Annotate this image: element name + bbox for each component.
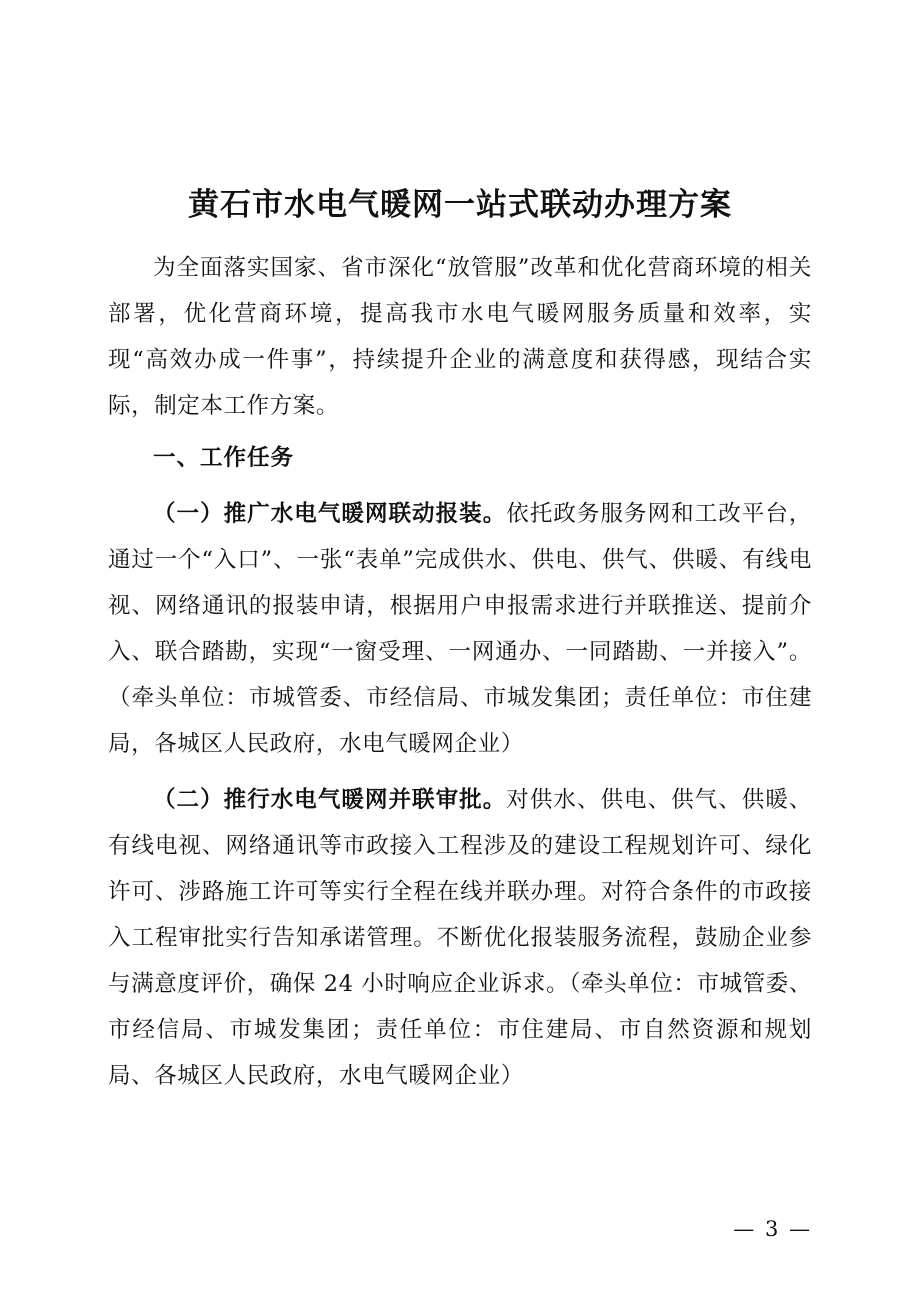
page-number: — 3 —: [733, 1217, 812, 1241]
paragraph-item-2: [108, 777, 812, 1099]
page-title: 黄石市水电气暖网一站式联动办理方案: [188, 187, 732, 223]
paragraph-item-2-body: 对供水、供电、供气、供暖、有线电视、网络通讯等市政接入工程涉及的建设工程规划许可、绿化许可、涉路施工许可等实行全程在线并联办理。对符合条件的市政接入工程审批实行告知承诺管理。不断优化报装服务流程，鼓励企业参与满意度评价，确保 24 小时响应企业诉求。（牵头单位：市城管委、市经信局、市城发集团；责任单位：市住建局、市自然资源和规划局、各城区人民政府，水电气暖网企业）: [108, 787, 812, 1090]
section-heading-work-tasks: 一、工作任务: [153, 445, 295, 472]
paragraph-item-1: [108, 491, 812, 767]
paragraph-item-1-body: 依托政务服务网和工改平台，通过一个“入口”、一张“表单”完成供水、供电、供气、供暖、有线电视、网络通讯的报装申请，根据用户申报需求进行并联推送、提前介入、联合踏勘，实现“一窗受理、一网通办、一同踏勘、一并接入”。（牵头单位：市城管委、市经信局、市城发集团；责任单位：市住建局，各城区人民政府，水电气暖网企业）: [108, 501, 812, 758]
paragraph-intro: 为全面落实国家、省市深化“放管服”改革和优化营商环境的相关部署，优化营商环境，提高我市水电气暖网服务质量和效率，实现“高效办成一件事”，持续提升企业的满意度和获得感，现结合实际，制定本工作方案。: [108, 255, 812, 420]
paragraph-item-1-lead: （一）推广水电气暖网联动报装。: [153, 501, 507, 528]
paragraph-item-2-lead: （二）推行水电气暖网并联审批。: [153, 787, 507, 814]
